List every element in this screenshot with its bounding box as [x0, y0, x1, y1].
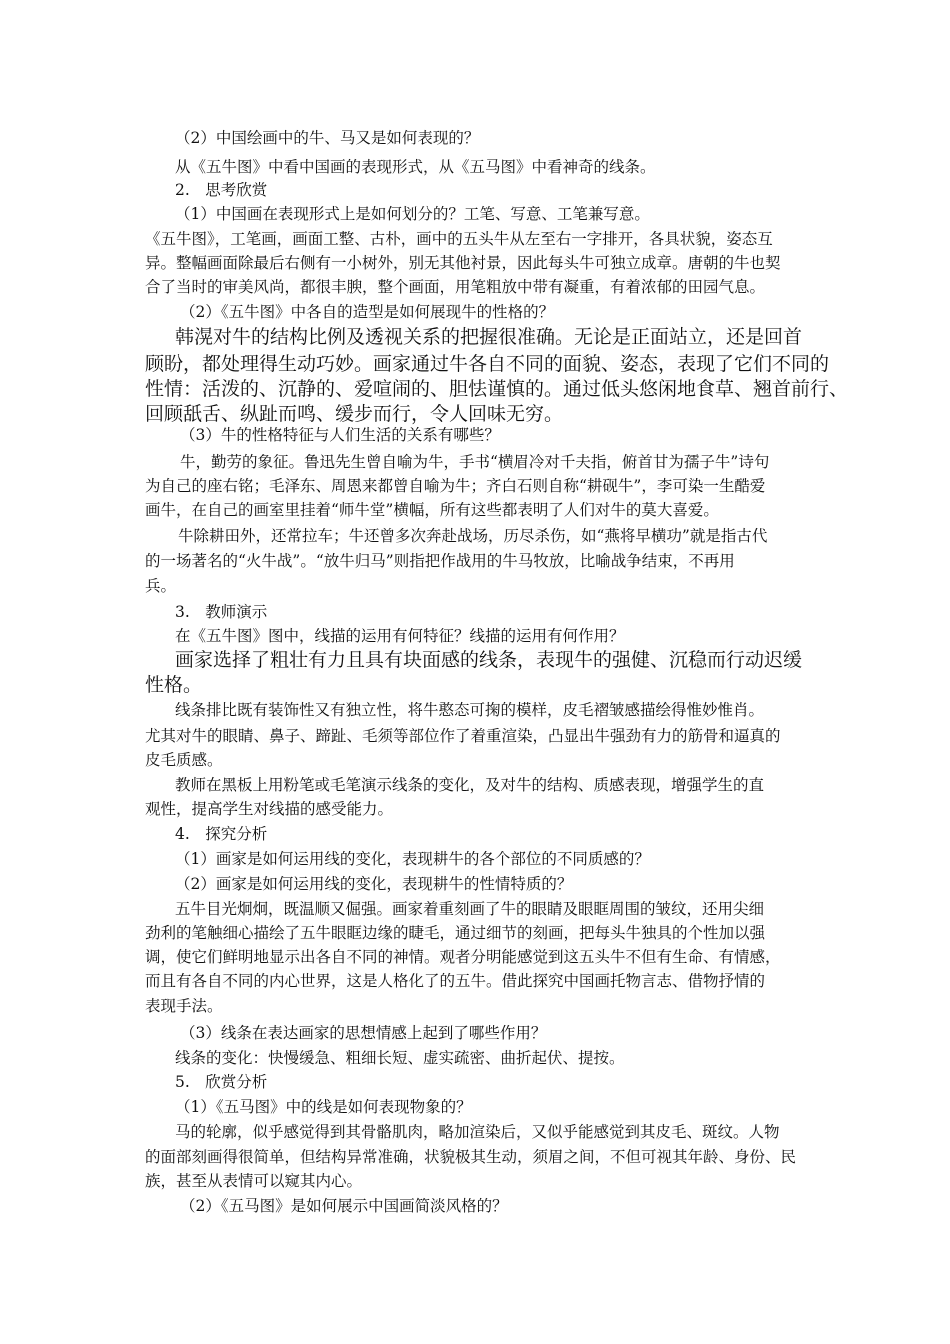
- paragraph-line: 《五牛图》，工笔画，画面工整、古朴，画中的五头牛从左至右一字排开，各具状貌，姿态互: [145, 230, 773, 248]
- paragraph-line: 五牛目光炯炯，既温顺又倔强。画家着重刻画了牛的眼睛及眼眶周围的皱纹，还用尖细: [175, 900, 765, 918]
- paragraph-line: 画牛，在自己的画室里挂着“师牛堂”横幅，所有这些都表明了人们对牛的莫大喜爱。: [145, 501, 719, 519]
- paragraph-line: 兵。: [145, 577, 177, 595]
- sub-question: （2）画家是如何运用线的变化，表现耕牛的性情特质的？: [175, 875, 573, 893]
- paragraph-line-large: 性格。: [145, 674, 203, 696]
- paragraph-line: 皮毛质感。: [145, 751, 223, 769]
- paragraph-line-large: 画家选择了粗壮有力且具有块面感的线条，表现牛的强健、沉稳而行动迟缓: [175, 649, 803, 671]
- paragraph-line-large: 韩滉对牛的结构比例及透视关系的把握很准确。无论是正面站立，还是回首: [175, 326, 803, 348]
- sub-question: （3）牛的性格特征与人们生活的关系有哪些？: [180, 426, 500, 444]
- paragraph-line: 的面部刻画得很简单，但结构异常准确，状貌极其生动，须眉之间，不但可视其年龄、身份、民: [145, 1148, 797, 1166]
- paragraph-line: 调，使它们鲜明地显示出各自不同的神情。观者分明能感觉到这五头牛不但有生命、有情感，: [145, 948, 781, 966]
- paragraph-line: 的一场著名的“火牛战”。“放牛归马”则指把作战用的牛马牧放，比喻战争结束，不再用: [145, 552, 735, 570]
- sub-question: （1）中国画在表现形式上是如何划分的？工笔、写意、工笔兼写意。: [175, 205, 650, 223]
- paragraph-line: 合了当时的审美风尚，都很丰腴，整个画面，用笔粗放中带有凝重，有着浓郁的田园气息。: [145, 278, 766, 296]
- paragraph-line: 而且有各自不同的内心世界，这是人格化了的五牛。借此探究中国画托物言志、借物抒情的: [145, 972, 766, 990]
- section-heading: 3. 教师演示: [175, 603, 268, 621]
- section-heading: 2. 思考欣赏: [175, 181, 268, 199]
- sub-question: （1）画家是如何运用线的变化，表现耕牛的各个部位的不同质感的？: [175, 850, 650, 868]
- paragraph-line: 为自己的座右铭；毛泽东、周恩来都曾自喻为牛；齐白石则自称“耕砚牛”，李可染一生酷爱: [145, 477, 766, 495]
- paragraph-line: 异。整幅画面除最后右侧有一小树外，别无其他衬景，因此每头牛可独立成章。唐朝的牛也契: [145, 254, 781, 272]
- paragraph-line-large: 顾盼，都处理得生动巧妙。画家通过牛各自不同的面貌、姿态，表现了它们不同的: [145, 353, 830, 375]
- section-heading: 4. 探究分析: [175, 825, 268, 843]
- paragraph-line: 线条的变化：快慢缓急、粗细长短、虚实疏密、曲折起伏、提按。: [175, 1049, 625, 1067]
- sub-question: （3）线条在表达画家的思想情感上起到了哪些作用？: [180, 1024, 547, 1042]
- paragraph-line: 牛，勤劳的象征。鲁迅先生曾自喻为牛，手书“横眉冷对千夫指，俯首甘为孺子牛”诗句: [180, 453, 770, 471]
- paragraph-line: 马的轮廓，似乎感觉得到其骨骼肌肉，略加渲染后，又似乎能感觉到其皮毛、斑纹。人物: [175, 1123, 780, 1141]
- paragraph-line-large: 回顾舐舌、纵趾而鸣、缓步而行，令人回味无穷。: [145, 403, 564, 425]
- paragraph-line: 教师在黑板上用粉笔或毛笔演示线条的变化，及对牛的结构、质感表现，增强学生的直: [175, 776, 765, 794]
- paragraph-line: 从《五牛图》中看中国画的表现形式，从《五马图》中看神奇的线条。: [175, 158, 656, 176]
- sub-question: （2）《五马图》是如何展示中国画简淡风格的？: [180, 1197, 508, 1215]
- paragraph-line: 观性，提高学生对线描的感受能力。: [145, 800, 394, 818]
- paragraph-line: 劲利的笔触细心描绘了五牛眼眶边缘的睫毛，通过细节的刻画，把每头牛独具的个性加以强: [145, 924, 766, 942]
- sub-question: （2）中国绘画中的牛、马又是如何表现的？: [175, 129, 480, 147]
- paragraph-line: 在《五牛图》图中，线描的运用有何特征？线描的运用有何作用？: [175, 627, 625, 645]
- paragraph-line-large: 性情：活泼的、沉静的、爱喧闹的、胆怯谨慎的。通过低头悠闲地食草、翘首前行、: [145, 378, 849, 400]
- paragraph-line: 线条排比既有装饰性又有独立性，将牛憨态可掬的模样，皮毛褶皱感描绘得惟妙惟肖。: [175, 701, 765, 719]
- sub-question: （2）《五牛图》中各自的造型是如何展现牛的性格的？: [180, 303, 555, 321]
- paragraph-line: 表现手法。: [145, 997, 223, 1015]
- paragraph-line: 牛除耕田外，还常拉车；牛还曾多次奔赴战场，历尽杀伤，如“燕将早横功”就是指古代: [178, 527, 768, 545]
- section-heading: 5. 欣赏分析: [175, 1073, 268, 1091]
- sub-question: （1）《五马图》中的线是如何表现物象的？: [175, 1098, 472, 1116]
- paragraph-line: 族，甚至从表情可以窥其内心。: [145, 1172, 363, 1190]
- paragraph-line: 尤其对牛的眼睛、鼻子、蹄趾、毛须等部位作了着重渲染，凸显出牛强劲有力的筋骨和逼真的: [145, 727, 781, 745]
